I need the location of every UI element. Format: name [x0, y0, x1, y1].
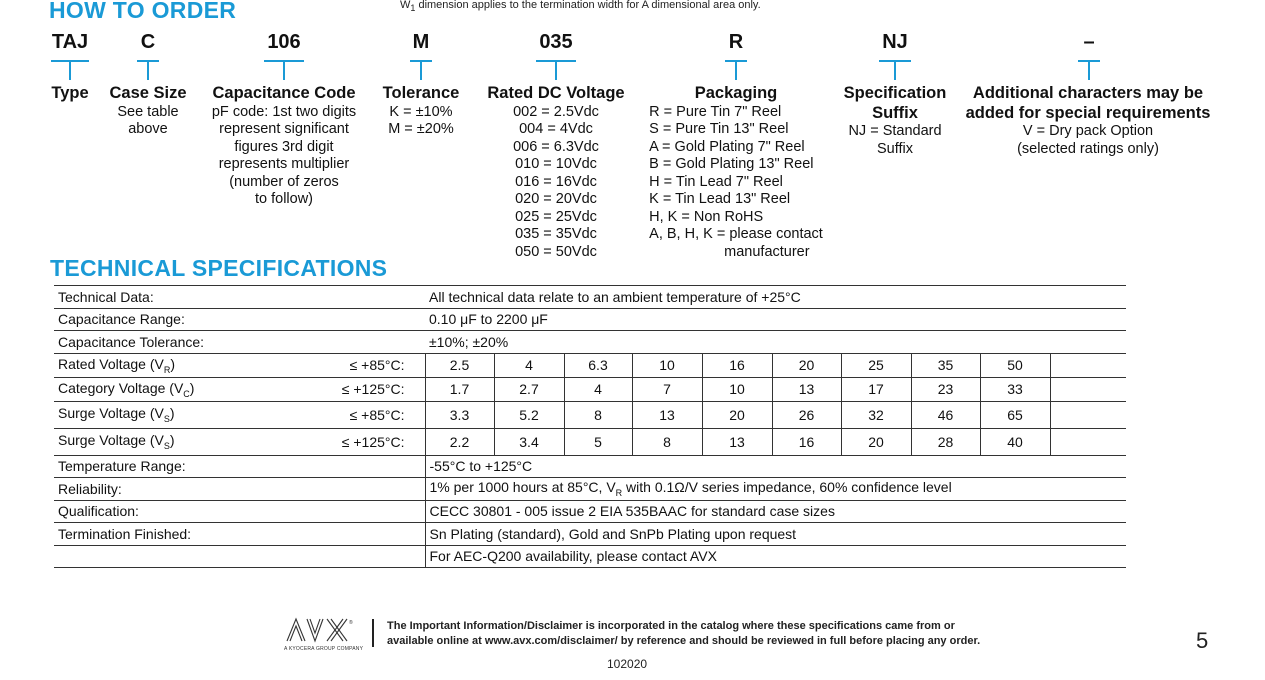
surge-voltage-125-value: 3.4	[494, 428, 564, 455]
qualification-label: Qualification:	[54, 500, 425, 523]
code-type: TAJ	[51, 31, 89, 53]
capacitance-range-value: 0.10 μF to 2200 μF	[425, 308, 1126, 331]
surge-voltage-125-label: Surge Voltage $(V_S)$	[54, 428, 332, 455]
rated-voltage-value: 25	[841, 353, 911, 377]
bracket-capacitance	[264, 60, 304, 80]
surge-voltage-125-condition: ≤ +125°C:	[332, 428, 425, 455]
category-voltage-value: 2.7	[494, 377, 564, 401]
surge-voltage-85-value: 8	[564, 401, 632, 428]
category-voltage-label: Category Voltage $(V_C)$	[54, 377, 332, 401]
bracket-voltage	[536, 60, 576, 80]
technical-specifications-table	[54, 285, 1126, 568]
reliability-value: 1% per 1000 hours at 85°C, $V_R$ with 0.1Ω/V series impedance, 60% confidence level	[425, 478, 1126, 501]
bracket-additional	[1078, 60, 1100, 80]
category-voltage-condition: ≤ +125°C:	[332, 377, 425, 401]
technical-specifications-heading: TECHNICAL SPECIFICATIONS	[50, 255, 388, 281]
termination-value: Sn Plating (standard), Gold and SnPb Plating upon request	[425, 523, 1126, 546]
surge-voltage-85-label: Surge Voltage $(V_S)$	[54, 401, 332, 428]
table-row	[54, 331, 1126, 354]
rated-voltage-value: 10	[632, 353, 702, 377]
surge-voltage-125-value: 28	[911, 428, 980, 455]
technical-data-label: Technical Data:	[54, 286, 425, 309]
temperature-range-label: Temperature Range:	[54, 455, 425, 478]
qualification-value: CECC 30801 - 005 issue 2 EIA 535BAAC for standard case sizes	[425, 500, 1126, 523]
surge-voltage-85-value: 5.2	[494, 401, 564, 428]
table-row	[54, 500, 1126, 523]
surge-voltage-85-value: 20	[702, 401, 772, 428]
empty-cell	[1050, 401, 1126, 428]
surge-voltage-125-value: 2.2	[425, 428, 494, 455]
table-row	[54, 286, 1126, 309]
temperature-range-value: -55°C to +125°C	[425, 455, 1126, 478]
surge-voltage-85-value: 46	[911, 401, 980, 428]
category-voltage-value: 10	[702, 377, 772, 401]
capacitance-range-label: Capacitance Range:	[54, 308, 425, 331]
order-capacitance-column: Capacitance Code pF code: 1st two digits represent significant figures 3rd digit represents multiplier (number of zeros to follow)	[211, 84, 357, 207]
surge-voltage-85-condition: ≤ +85°C:	[332, 401, 425, 428]
surge-voltage-85-value: 65	[980, 401, 1050, 428]
page-number: 5	[1196, 628, 1209, 653]
code-tolerance: M	[412, 31, 430, 53]
rated-voltage-value: 6.3	[564, 353, 632, 377]
rated-voltage-condition: ≤ +85°C:	[332, 353, 425, 377]
technical-data-value: All technical data relate to an ambient temperature of +25°C	[425, 286, 1126, 309]
code-additional: –	[1083, 31, 1095, 53]
rated-voltage-value: 20	[772, 353, 841, 377]
bracket-packaging	[725, 60, 747, 80]
surge-voltage-85-value: 3.3	[425, 401, 494, 428]
table-row	[54, 545, 1126, 568]
avx-logo	[285, 617, 357, 643]
empty-cell	[1050, 377, 1126, 401]
bracket-type	[51, 60, 89, 80]
reliability-label: Reliability:	[54, 478, 425, 501]
rated-voltage-value: 4	[494, 353, 564, 377]
table-row	[54, 353, 1126, 377]
rated-voltage-value: 35	[911, 353, 980, 377]
empty-cell	[54, 545, 425, 568]
surge-voltage-125-value: 5	[564, 428, 632, 455]
table-row	[54, 428, 1126, 455]
table-row	[54, 401, 1126, 428]
logo-tagline: A KYOCERA GROUP COMPANY	[284, 646, 364, 652]
table-row	[54, 478, 1126, 501]
surge-voltage-125-value: 8	[632, 428, 702, 455]
category-voltage-value: 4	[564, 377, 632, 401]
category-voltage-value: 1.7	[425, 377, 494, 401]
category-voltage-value: 13	[772, 377, 841, 401]
surge-voltage-125-value: 16	[772, 428, 841, 455]
bracket-suffix	[879, 60, 911, 80]
category-voltage-value: 23	[911, 377, 980, 401]
capacitance-tolerance-label: Capacitance Tolerance:	[54, 331, 425, 354]
how-to-order-heading: HOW TO ORDER	[49, 0, 237, 23]
order-case-size-column: Case Size See table above	[109, 84, 187, 137]
rated-voltage-value: 50	[980, 353, 1050, 377]
code-packaging: R	[728, 31, 744, 53]
disclaimer-text: The Important Information/Disclaimer is incorporated in the catalog where these specifications came from or available online at www.avx.com/disclaimer/ by reference and should be reviewed in full before placing any order.	[387, 620, 981, 647]
rated-voltage-value: 2.5	[425, 353, 494, 377]
order-tolerance-column: Tolerance K = ±10% M = ±20%	[382, 84, 460, 137]
document-code: 102020	[607, 657, 648, 671]
table-row	[54, 523, 1126, 546]
capacitance-tolerance-value: ±10%; ±20%	[425, 331, 1126, 354]
category-voltage-value: 17	[841, 377, 911, 401]
bracket-case-size	[137, 60, 159, 80]
code-case-size: C	[140, 31, 156, 53]
table-row	[54, 455, 1126, 478]
table-row	[54, 377, 1126, 401]
surge-voltage-125-value: 20	[841, 428, 911, 455]
code-capacitance: 106	[267, 31, 301, 53]
empty-cell	[1050, 353, 1126, 377]
rated-voltage-label: Rated Voltage $(V_R)$	[54, 353, 332, 377]
surge-voltage-85-value: 32	[841, 401, 911, 428]
surge-voltage-85-value: 26	[772, 401, 841, 428]
termination-width-note: $W_1$ dimension applies to the termination width for A dimensional area only.	[400, 0, 761, 14]
surge-voltage-85-value: 13	[632, 401, 702, 428]
order-suffix-column: Specification Suffix NJ = Standard Suffix	[843, 84, 947, 157]
surge-voltage-125-value: 40	[980, 428, 1050, 455]
footer-divider	[372, 619, 374, 647]
bracket-tolerance	[410, 60, 432, 80]
order-voltage-column: Rated DC Voltage 002 = 2.5Vdc 004 = 4Vdc 006 = 6.3Vdc 010 = 10Vdc 016 = 16Vdc 020 = 20Vdc 025 = 25Vdc 035 = 35Vdc 050 = 50Vdc	[487, 84, 625, 260]
empty-cell	[1050, 428, 1126, 455]
order-additional-column: Additional characters may be added for special requirements V = Dry pack Option (selected ratings only)	[965, 84, 1211, 157]
table-row	[54, 308, 1126, 331]
category-voltage-value: 7	[632, 377, 702, 401]
order-type-column: Type	[51, 84, 89, 102]
aec-q200-value: For AEC-Q200 availability, please contact AVX	[425, 545, 1126, 568]
code-voltage: 035	[539, 31, 573, 53]
rated-voltage-value: 16	[702, 353, 772, 377]
code-suffix: NJ	[882, 31, 908, 53]
order-packaging-column: Packaging R = Pure Tin 7" Reel S = Pure Tin 13" Reel A = Gold Plating 7" Reel B = Gold Plating 13" Reel H = Tin Lead 7" Reel K = Tin Lead 13" Reel H, K = Non RoHS A, B, H, K = please contact manufacturer	[649, 84, 823, 260]
termination-label: Termination Finished:	[54, 523, 425, 546]
svg-text:®: ®	[349, 620, 353, 626]
surge-voltage-125-value: 13	[702, 428, 772, 455]
category-voltage-value: 33	[980, 377, 1050, 401]
